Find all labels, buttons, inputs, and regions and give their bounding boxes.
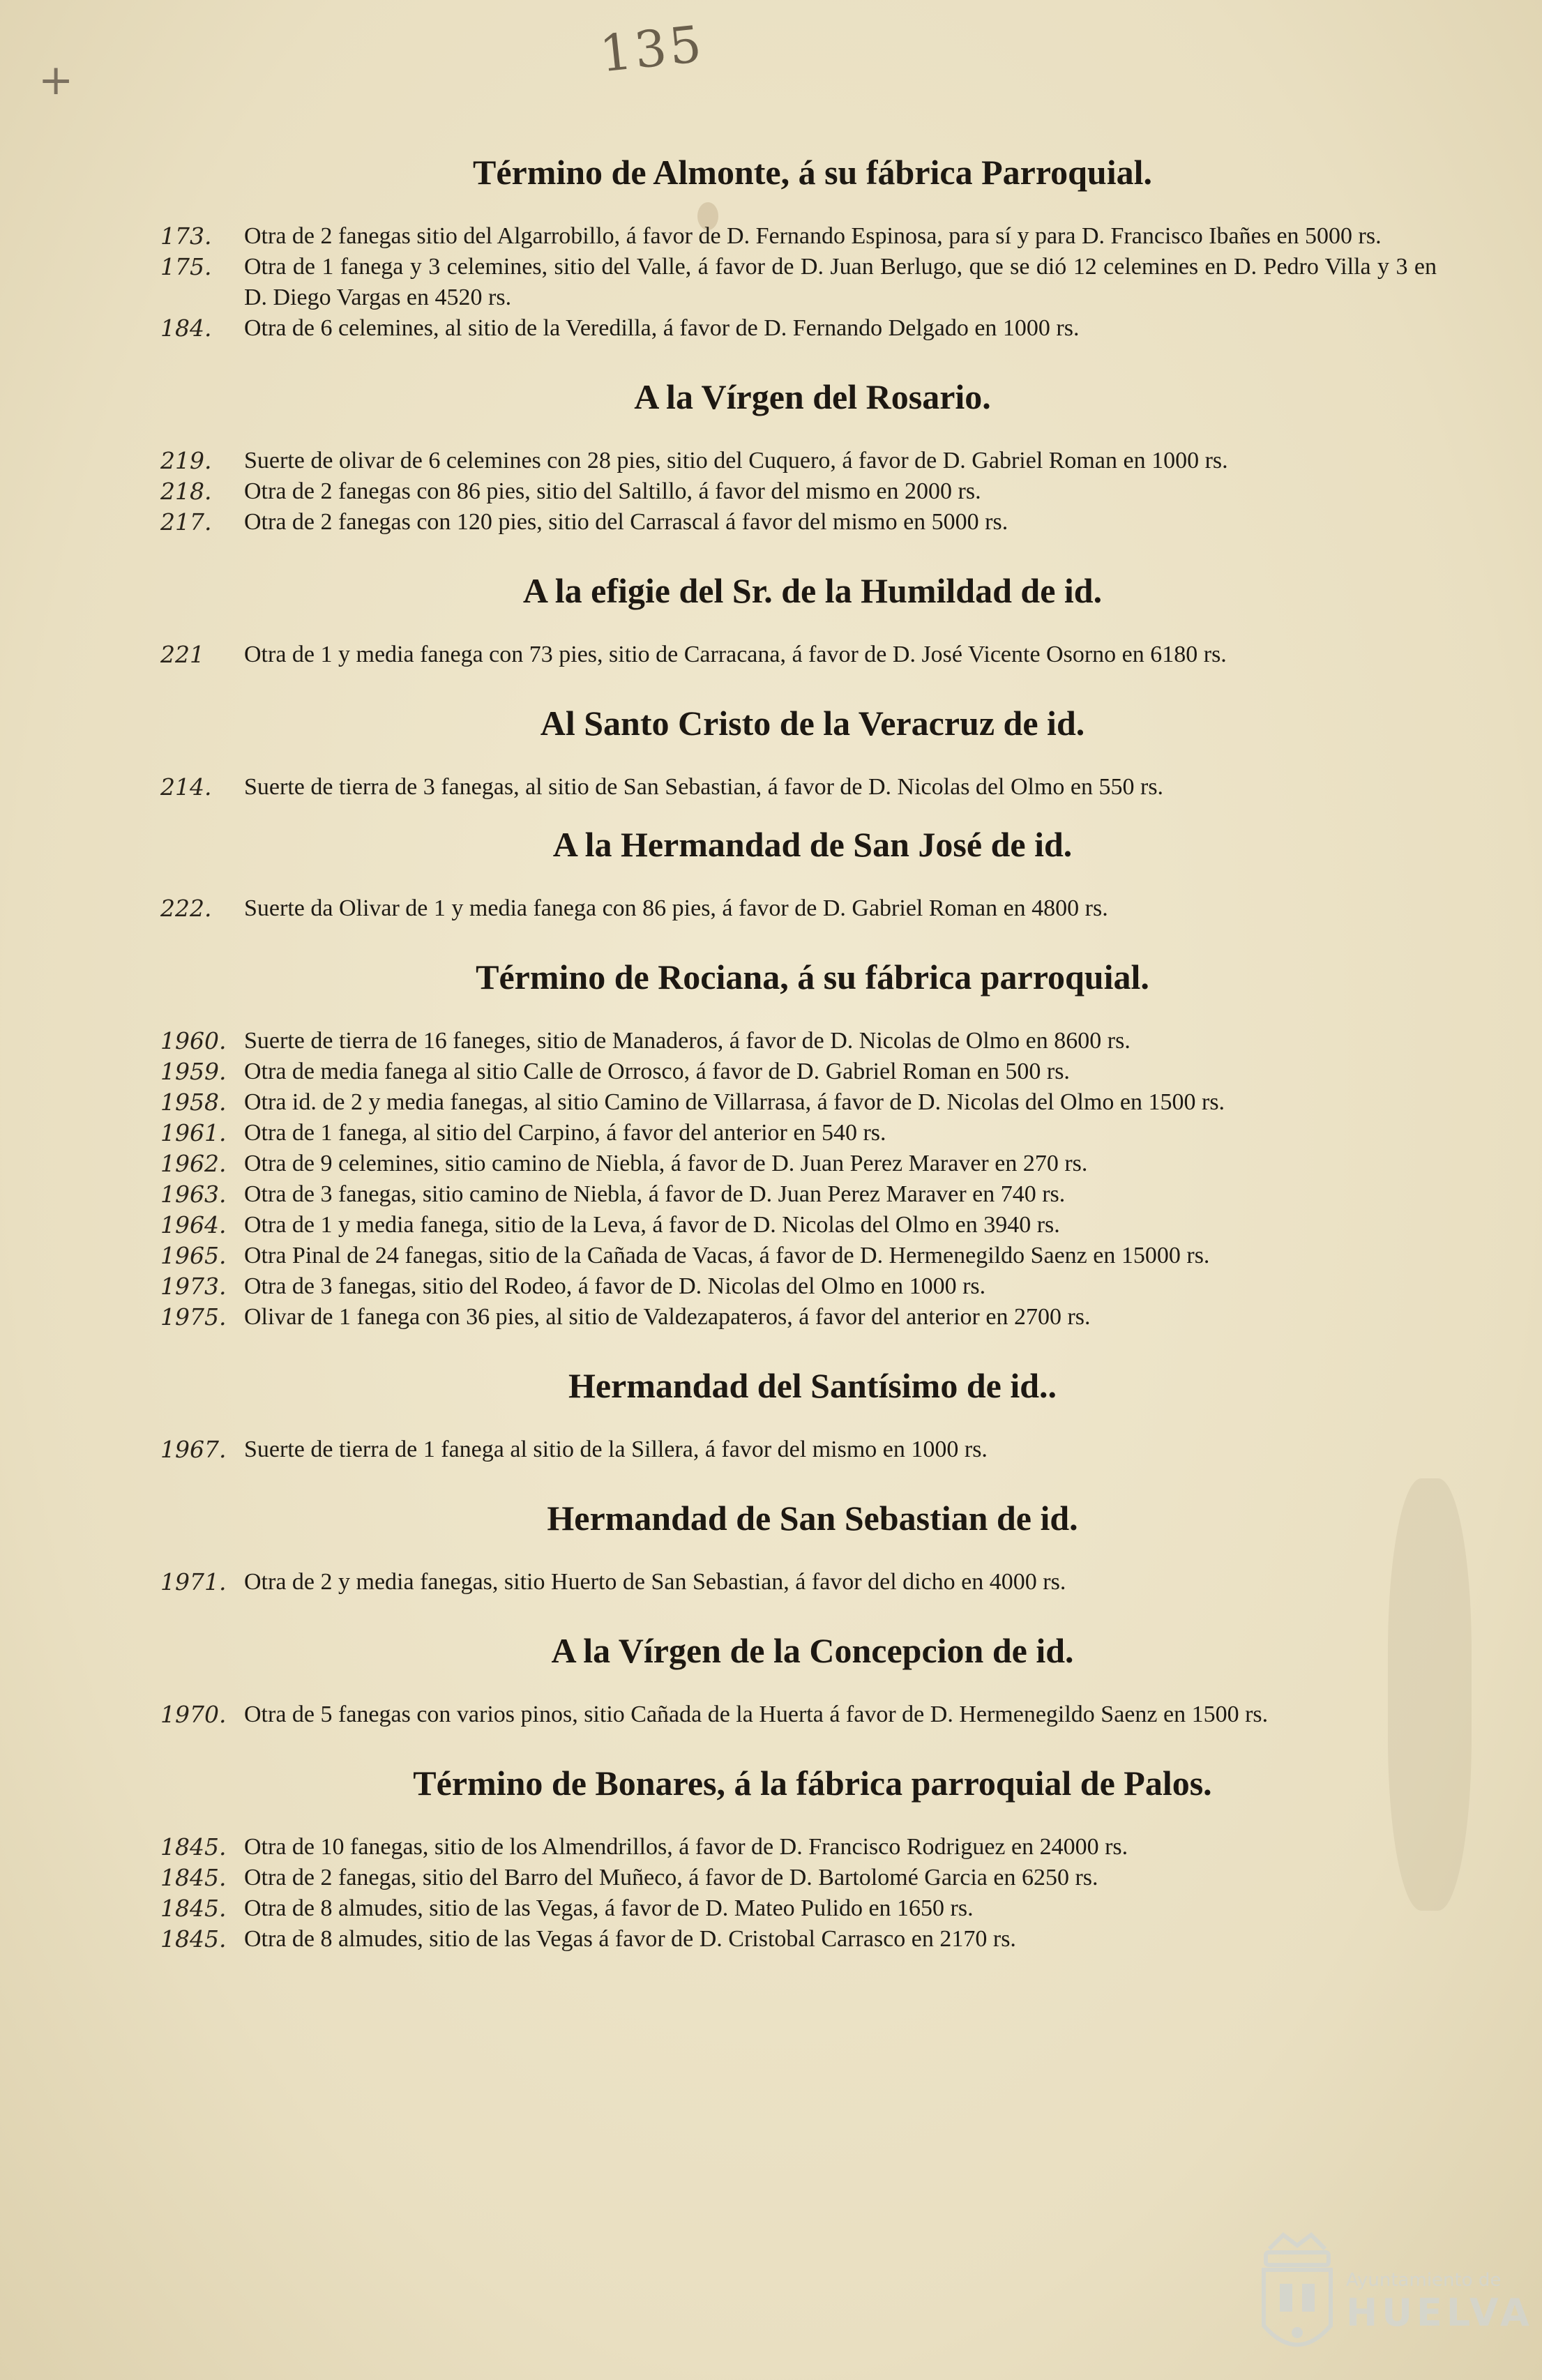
entry-number: 1845. bbox=[160, 1864, 227, 1891]
entry-list bbox=[160, 446, 1444, 538]
entry-text: Otra de 6 celemines, al sitio de la Veredilla, á favor de D. Fernando Delgado en 1000 rs. bbox=[244, 315, 1080, 341]
entry-text: Otra de 1 fanega y 3 celemines, sitio del Valle, á favor de D. Juan Berlugo, que se dió 12 celemines en D. Pedro Villa y 3 en D. Diego Vargas en 4520 rs. bbox=[244, 254, 1437, 310]
list-item bbox=[160, 252, 1444, 313]
entry-text: Suerte de olivar de 6 celemines con 28 pies, sitio del Cuquero, á favor de D. Gabriel Roman en 1000 rs. bbox=[244, 448, 1228, 473]
entry-number: 221 bbox=[160, 641, 204, 668]
entry-text: Suerte de tierra de 3 fanegas, al sitio de San Sebastian, á favor de D. Nicolas del Olmo en 550 rs. bbox=[244, 774, 1164, 800]
entry-text: Otra de 10 fanegas, sitio de los Almendrillos, á favor de D. Francisco Rodriguez en 24000 rs. bbox=[244, 1834, 1128, 1860]
section-heading: Al Santo Cristo de la Veracruz de id. bbox=[540, 704, 1085, 743]
section-san-sebastian bbox=[160, 1496, 1444, 1598]
entry-text: Otra id. de 2 y media fanegas, al sitio Camino de Villarrasa, á favor de D. Nicolas del Olmo en 1500 rs. bbox=[244, 1089, 1225, 1115]
entry-text: Suerte da Olivar de 1 y media fanega con 86 pies, á favor de D. Gabriel Roman en 4800 rs. bbox=[244, 895, 1108, 921]
entry-number: 1964. bbox=[160, 1211, 227, 1238]
entry-text: Suerte de tierra de 1 fanega al sitio de la Sillera, á favor del mismo en 1000 rs. bbox=[244, 1437, 988, 1462]
margin-mark: + bbox=[38, 56, 74, 105]
section-heading: Término de Rociana, á su fábrica parroquial. bbox=[476, 957, 1149, 996]
entry-list bbox=[160, 1832, 1444, 1955]
entry-text: Otra de 9 celemines, sitio camino de Niebla, á favor de D. Juan Perez Maraver en 270 rs. bbox=[244, 1151, 1088, 1176]
list-item bbox=[160, 221, 1444, 252]
entry-list bbox=[160, 221, 1444, 344]
entry-number: 222. bbox=[160, 895, 212, 922]
entry-list bbox=[160, 1567, 1444, 1598]
entry-number: 1967. bbox=[160, 1436, 227, 1463]
list-item bbox=[160, 313, 1444, 344]
list-item bbox=[160, 1271, 1444, 1302]
entry-text: Otra de 2 y media fanegas, sitio Huerto de San Sebastian, á favor del dicho en 4000 rs. bbox=[244, 1569, 1066, 1595]
list-item bbox=[160, 1567, 1444, 1598]
watermark-text bbox=[1346, 2270, 1534, 2335]
list-item bbox=[160, 1210, 1444, 1241]
entry-list bbox=[160, 1699, 1444, 1730]
entry-text: Otra de media fanega al sitio Calle de Orrosco, á favor de D. Gabriel Roman en 500 rs. bbox=[244, 1059, 1070, 1084]
entry-number: 1960. bbox=[160, 1027, 227, 1054]
entry-number: 1961. bbox=[160, 1119, 227, 1146]
list-item bbox=[160, 1893, 1444, 1924]
list-item bbox=[160, 639, 1444, 670]
list-item bbox=[160, 1241, 1444, 1271]
entry-list bbox=[160, 639, 1444, 670]
entry-number: 214. bbox=[160, 773, 212, 801]
entry-text: Otra de 3 fanegas, sitio camino de Niebla, á favor de D. Juan Perez Maraver en 740 rs. bbox=[244, 1181, 1066, 1207]
section-almonte bbox=[160, 150, 1444, 344]
section-veracruz bbox=[160, 701, 1444, 803]
entry-text: Otra de 1 y media fanega, sitio de la Leva, á favor de D. Nicolas del Olmo en 3940 rs. bbox=[244, 1212, 1060, 1238]
list-item bbox=[160, 1863, 1444, 1893]
section-heading: A la efigie del Sr. de la Humildad de id. bbox=[522, 571, 1103, 610]
entry-number: 1962. bbox=[160, 1150, 227, 1177]
entry-text: Suerte de tierra de 16 faneges, sitio de Manaderos, á favor de D. Nicolas de Olmo en 8600 rs. bbox=[244, 1028, 1131, 1054]
entry-list bbox=[160, 893, 1444, 924]
entry-number: 1975. bbox=[160, 1303, 227, 1331]
section-santisimo bbox=[160, 1363, 1444, 1465]
entry-number: 218. bbox=[160, 478, 212, 505]
entry-text: Otra Pinal de 24 fanegas, sitio de la Cañada de Vacas, á favor de D. Hermenegildo Saenz en 15000 rs. bbox=[244, 1243, 1210, 1268]
entry-number: 175. bbox=[160, 253, 212, 280]
section-heading: Hermandad del Santísimo de id.. bbox=[568, 1366, 1057, 1405]
entry-number: 217. bbox=[160, 508, 212, 536]
entry-text: Otra de 2 fanegas con 86 pies, sitio del Saltillo, á favor del mismo en 2000 rs. bbox=[244, 478, 981, 504]
list-item bbox=[160, 1056, 1444, 1087]
entry-text: Otra de 1 fanega, al sitio del Carpino, á favor del anterior en 540 rs. bbox=[244, 1120, 886, 1146]
section-heading: A la Hermandad de San José de id. bbox=[552, 825, 1073, 864]
entry-text: Otra de 1 y media fanega con 73 pies, sitio de Carracana, á favor de D. José Vicente Osorno en 6180 rs. bbox=[244, 642, 1227, 667]
entry-text: Otra de 2 fanegas, sitio del Barro del Muñeco, á favor de D. Bartolomé Garcia en 6250 rs. bbox=[244, 1865, 1098, 1890]
section-rociana bbox=[160, 955, 1444, 1333]
entry-list bbox=[160, 1026, 1444, 1333]
list-item bbox=[160, 1118, 1444, 1149]
list-item bbox=[160, 1832, 1444, 1863]
section-humildad bbox=[160, 568, 1444, 670]
list-item bbox=[160, 1026, 1444, 1056]
entry-number: 1845. bbox=[160, 1895, 227, 1922]
entry-number: 184. bbox=[160, 314, 212, 342]
list-item bbox=[160, 893, 1444, 924]
list-item bbox=[160, 1087, 1444, 1118]
entry-number: 1845. bbox=[160, 1925, 227, 1953]
list-item bbox=[160, 1302, 1444, 1333]
entry-number: 219. bbox=[160, 447, 212, 474]
handwritten-page-number: 135 bbox=[597, 14, 707, 84]
entry-number: 1971. bbox=[160, 1568, 227, 1595]
coat-of-arms-icon bbox=[1248, 2228, 1346, 2367]
entry-text: Otra de 8 almudes, sitio de las Vegas, á favor de D. Mateo Pulido en 1650 rs. bbox=[244, 1895, 974, 1921]
entry-number: 1963. bbox=[160, 1181, 227, 1208]
entry-text: Otra de 2 fanegas sitio del Algarrobillo, á favor de D. Fernando Espinosa, para sí y para D. Francisco Ibañes en 5000 rs. bbox=[244, 223, 1382, 249]
entry-number: 1973. bbox=[160, 1273, 227, 1300]
entry-number: 1845. bbox=[160, 1833, 227, 1860]
entry-text: Otra de 5 fanegas con varios pinos, sitio Cañada de la Huerta á favor de D. Hermenegildo Saenz en 1500 rs. bbox=[244, 1701, 1269, 1727]
entry-number: 1965. bbox=[160, 1242, 227, 1269]
entry-list bbox=[160, 772, 1444, 803]
list-item bbox=[160, 476, 1444, 507]
watermark-line: Ayuntamiento de bbox=[1346, 2270, 1502, 2291]
entry-number: 1970. bbox=[160, 1701, 227, 1728]
watermark-seal bbox=[1248, 2228, 1541, 2374]
list-item bbox=[160, 1179, 1444, 1210]
section-heading: A la Vírgen del Rosario. bbox=[634, 377, 991, 416]
entry-text: Olivar de 1 fanega con 36 pies, al sitio de Valdezapateros, á favor del anterior en 2700 rs. bbox=[244, 1304, 1091, 1330]
list-item bbox=[160, 772, 1444, 803]
watermark-line: HUELVA bbox=[1346, 2291, 1534, 2335]
entry-number: 1959. bbox=[160, 1058, 227, 1085]
entry-list bbox=[160, 1434, 1444, 1465]
section-virgen-rosario bbox=[160, 374, 1444, 538]
section-heading: Término de Bonares, á la fábrica parroquial de Palos. bbox=[413, 1764, 1212, 1803]
section-bonares bbox=[160, 1761, 1444, 1955]
entry-number: 173. bbox=[160, 222, 212, 250]
list-item bbox=[160, 1434, 1444, 1465]
list-item bbox=[160, 446, 1444, 476]
list-item bbox=[160, 1924, 1444, 1955]
document-body bbox=[160, 150, 1444, 1985]
list-item bbox=[160, 507, 1444, 538]
entry-text: Otra de 8 almudes, sitio de las Vegas á favor de D. Cristobal Carrasco en 2170 rs. bbox=[244, 1926, 1016, 1952]
section-concepcion bbox=[160, 1628, 1444, 1730]
section-heading: Término de Almonte, á su fábrica Parroquial. bbox=[472, 153, 1153, 192]
entry-text: Otra de 2 fanegas con 120 pies, sitio del Carrascal á favor del mismo en 5000 rs. bbox=[244, 509, 1008, 535]
entry-text: Otra de 3 fanegas, sitio del Rodeo, á favor de D. Nicolas del Olmo en 1000 rs. bbox=[244, 1273, 986, 1299]
section-heading: Hermandad de San Sebastian de id. bbox=[547, 1499, 1078, 1538]
section-heading: A la Vírgen de la Concepcion de id. bbox=[551, 1631, 1074, 1670]
section-san-jose bbox=[160, 822, 1444, 924]
list-item bbox=[160, 1699, 1444, 1730]
list-item bbox=[160, 1149, 1444, 1179]
entry-number: 1958. bbox=[160, 1089, 227, 1116]
